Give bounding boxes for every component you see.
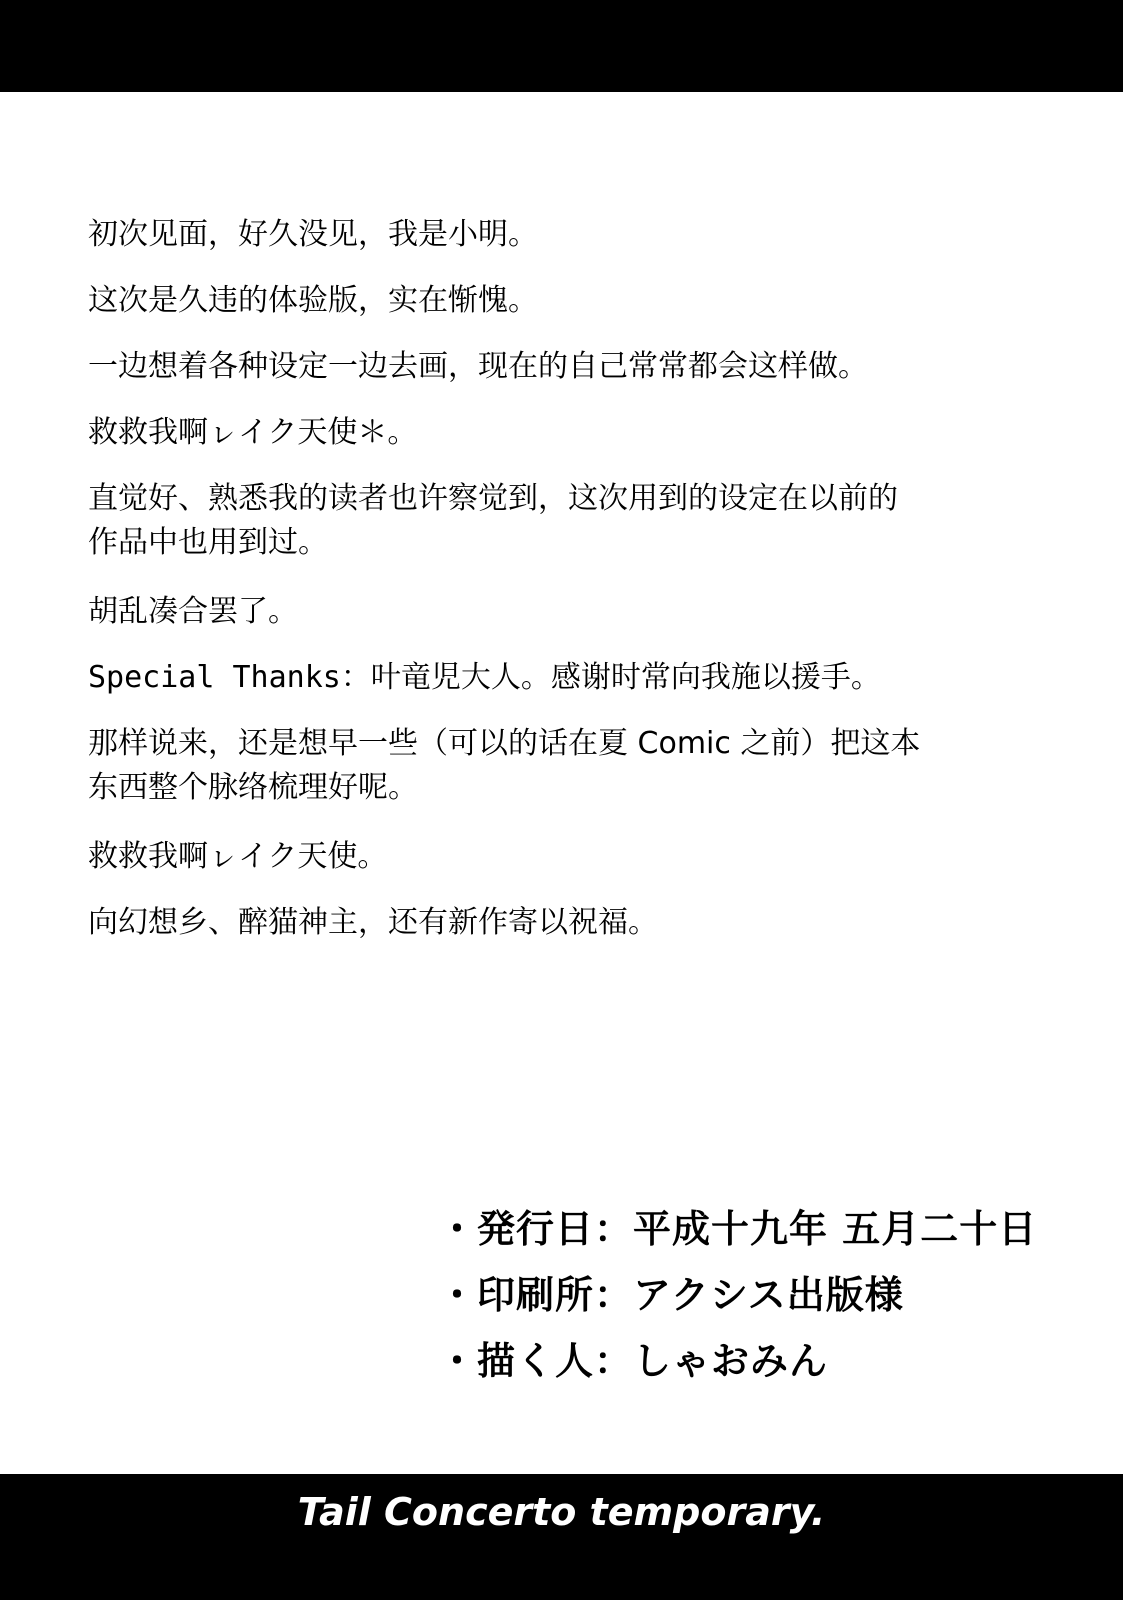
- paragraph-makeshift: 胡乱凑合罢了。: [88, 594, 298, 629]
- paragraph-plan-line-1: 那样说来，还是想早一些（可以的话在夏 Comic 之前）把这本: [88, 726, 921, 761]
- paragraph-save-me-1: 救救我啊ㇾイク天使＊。: [88, 415, 418, 450]
- paragraph-special-thanks: Special Thanks：叶竜児大人。感谢时常向我施以援手。: [88, 660, 881, 695]
- paragraph-readers-line-1: 直觉好、熟悉我的读者也许察觉到，这次用到的设定在以前的: [88, 481, 898, 516]
- paragraph-greeting: 初次见面，好久没见，我是小明。: [88, 217, 538, 252]
- paragraph-readers-line-2: 作品中也用到过。: [88, 525, 328, 560]
- colophon-publish-date: ・発行日：平成十九年 五月二十日: [438, 1207, 1038, 1251]
- top-black-bar: [0, 0, 1123, 92]
- paragraph-trial-version: 这次是久违的体验版，实在惭愧。: [88, 283, 538, 318]
- colophon-printer: ・印刷所：アクシス出版様: [438, 1273, 904, 1317]
- paragraph-blessing: 向幻想乡、醉猫神主，还有新作寄以祝福。: [88, 905, 658, 940]
- footer-title: Tail Concerto temporary.: [297, 1490, 826, 1534]
- paragraph-drawing-habit: 一边想着各种设定一边去画，现在的自己常常都会这样做。: [88, 349, 868, 384]
- colophon-artist: ・描く人：しゃおみん: [438, 1339, 829, 1383]
- paragraph-plan-line-2: 东西整个脉络梳理好呢。: [88, 770, 418, 805]
- paragraph-save-me-2: 救救我啊ㇾイク天使。: [88, 839, 388, 874]
